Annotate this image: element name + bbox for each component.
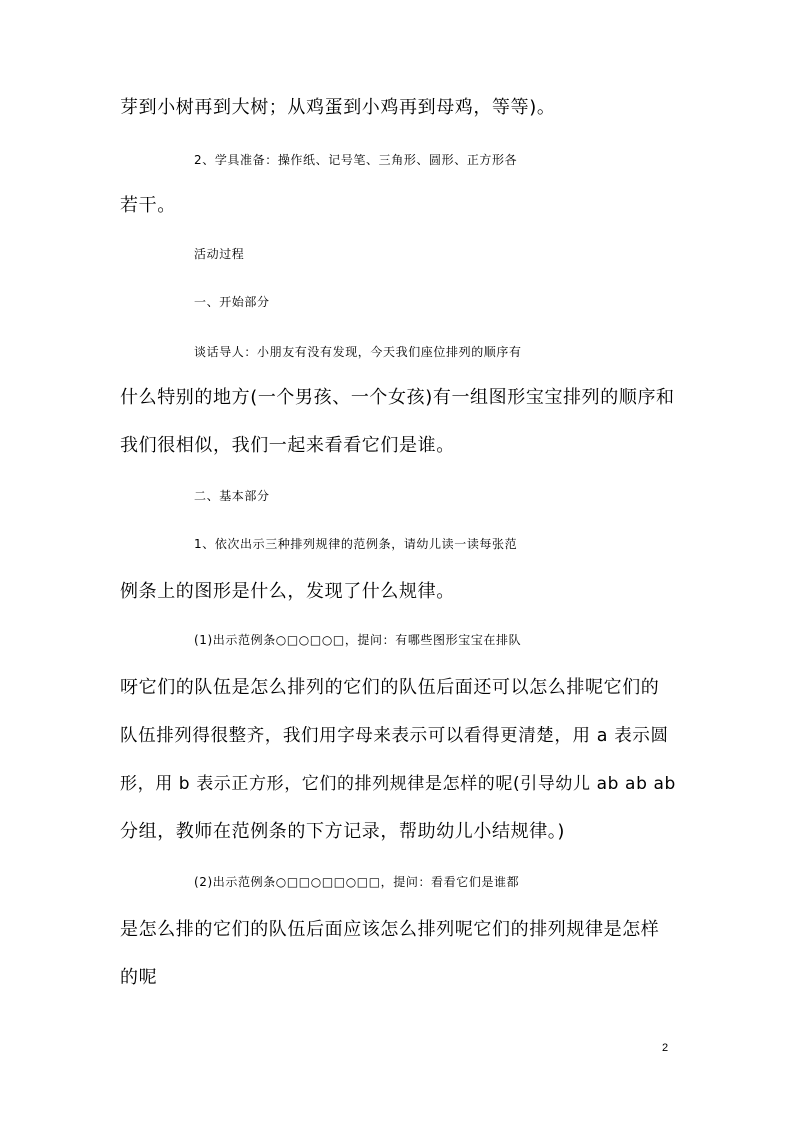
text-line-15: 形，用 b 表示正方形，它们的排列规律是怎样的呢(引导幼儿 ab ab ab <box>120 774 676 794</box>
text-line-17: (2)出示范例条○□□○□□○□□，提问：看看它们是谁都 <box>194 875 520 889</box>
text-line-2: 2、学具准备：操作纸、记号笔、三角形、圆形、正方形各 <box>194 153 518 167</box>
text-line-16: 分组，教师在范例条的下方记录，帮助幼儿小结规律。) <box>120 821 566 842</box>
text-line-5: 一、开始部分 <box>194 295 270 309</box>
text-line-1: 芽到小树再到大树；从鸡蛋到小鸡再到母鸡，等等)。 <box>120 97 556 118</box>
text-line-9: 二、基本部分 <box>194 489 270 503</box>
text-line-14: 队伍排列得很整齐，我们用字母来表示可以看得更清楚，用 a 表示圆 <box>120 726 669 746</box>
text-line-6: 谈话导人：小朋友有没有发现，今天我们座位排列的顺序有 <box>194 345 522 359</box>
text-line-7: 什么特别的地方(一个男孩、一个女孩)有一组图形宝宝排列的顺序和 <box>120 387 675 408</box>
text-line-11: 例条上的图形是什么，发现了什么规律。 <box>120 581 455 602</box>
text-line-13: 呀它们的队伍是怎么排列的它们的队伍后面还可以怎么排呢它们的 <box>120 677 660 698</box>
text-line-12: (1)出示范例条○□○□○□，提问：有哪些图形宝宝在排队 <box>194 633 522 647</box>
text-line-3: 若干。 <box>120 195 176 216</box>
text-line-10: 1、依次出示三种排列规律的范例条，请幼儿读一读每张范 <box>194 537 518 551</box>
text-line-8: 我们很相似，我们一起来看看它们是谁。 <box>120 435 455 456</box>
text-line-4: 活动过程 <box>194 247 245 261</box>
text-line-18: 是怎么排的它们的队伍后面应该怎么排列呢它们的排列规律是怎样 <box>120 919 660 940</box>
page-number: 2 <box>662 1042 669 1054</box>
text-line-19: 的呢 <box>120 967 158 988</box>
